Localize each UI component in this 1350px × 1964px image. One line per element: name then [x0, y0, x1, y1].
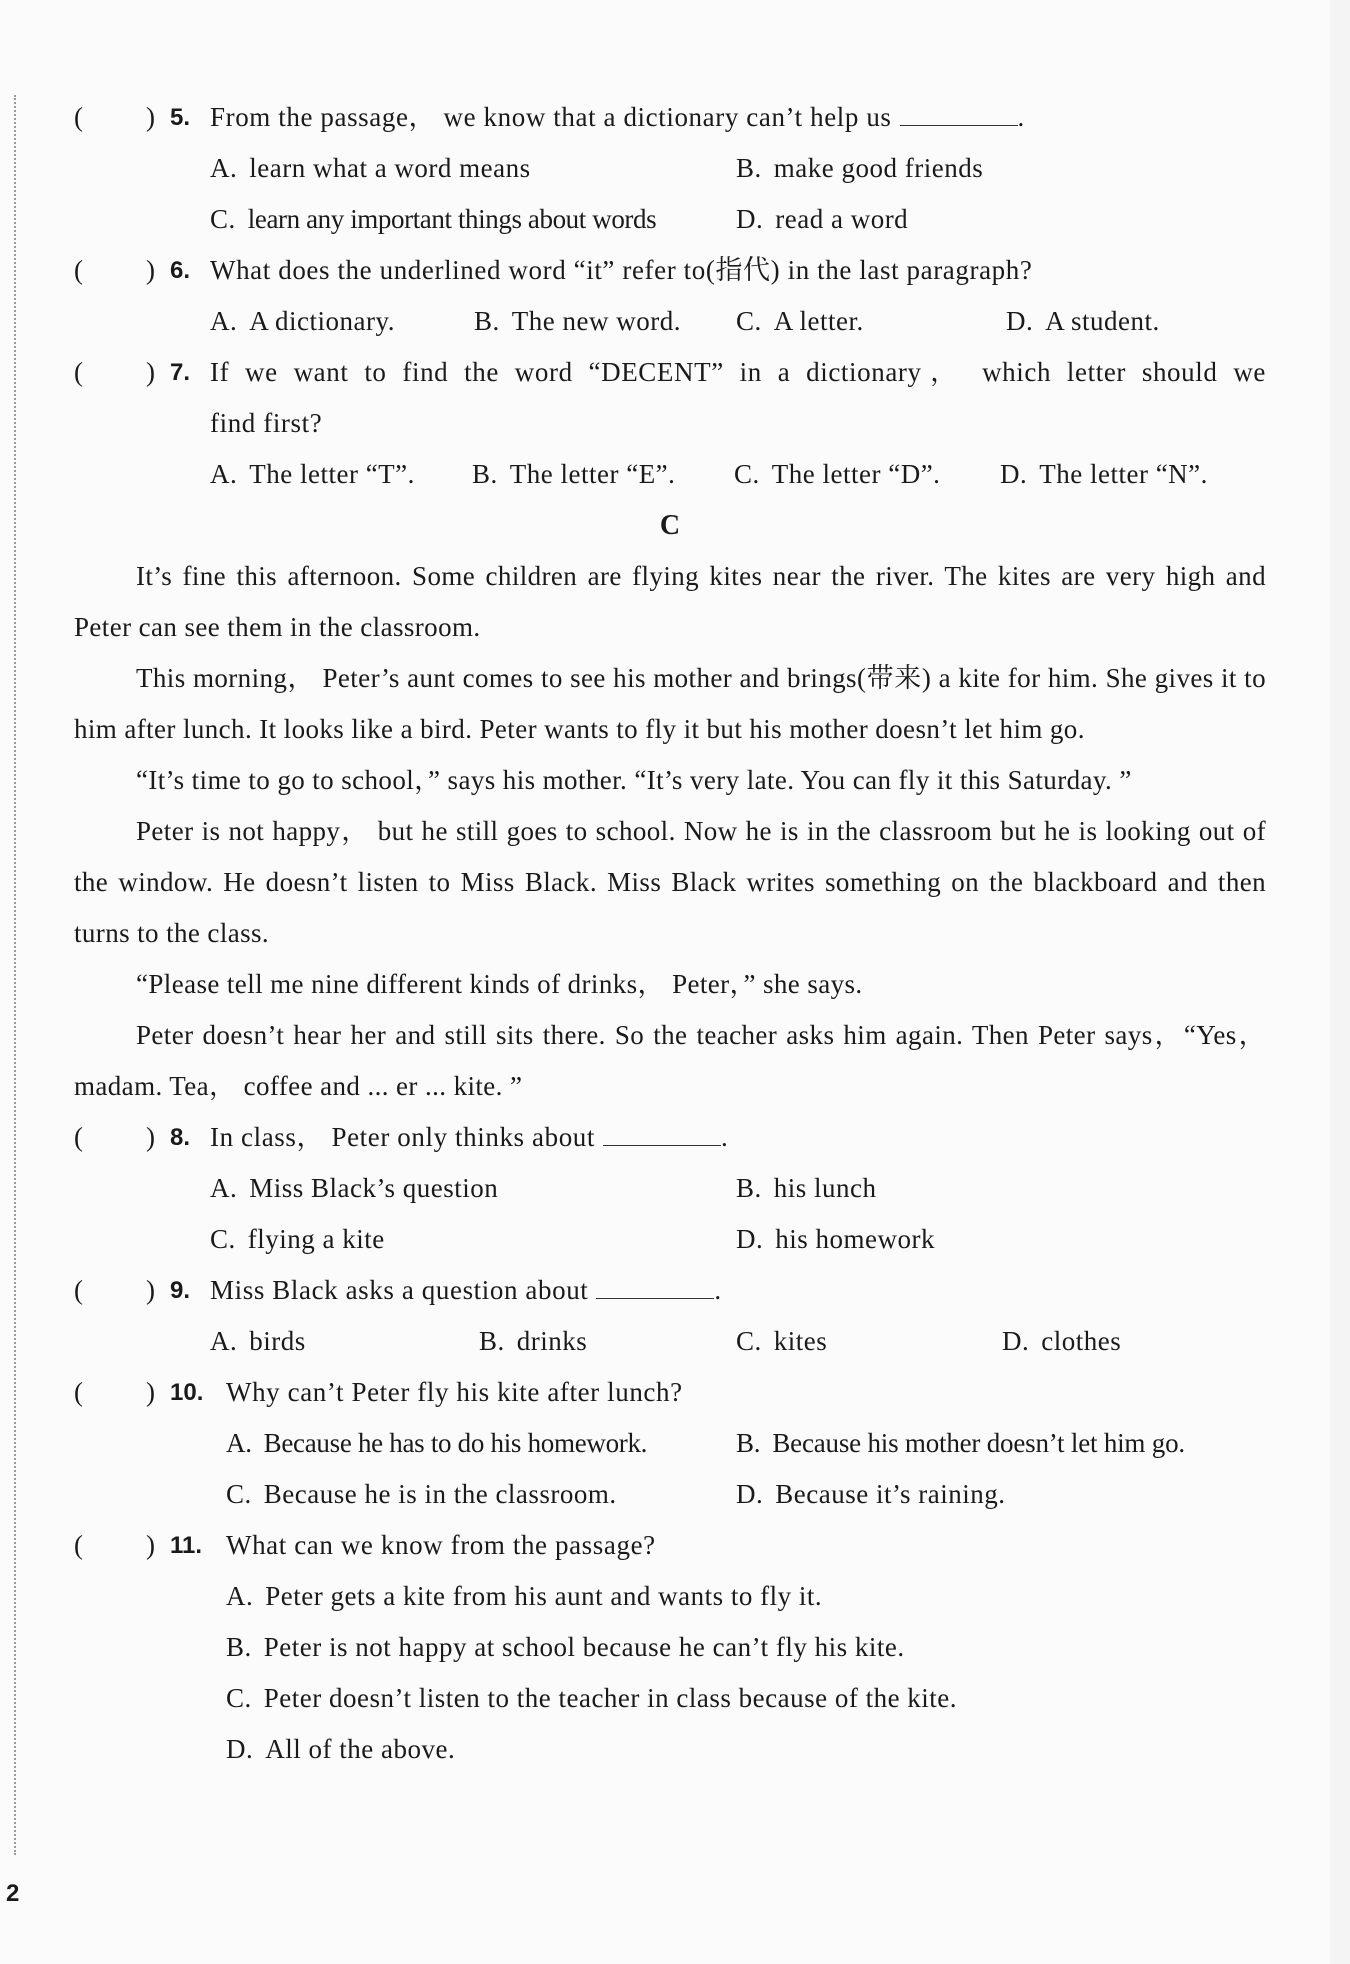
question-8 [74, 1112, 1266, 1163]
question-number: 10. [170, 1379, 204, 1406]
question-number: 7. [170, 359, 191, 386]
answer-paren-open[interactable]: ( [74, 1377, 83, 1407]
answer-blank[interactable] [900, 95, 1018, 126]
answer-paren-close: ) [146, 1377, 155, 1407]
option-d[interactable]: D. The letter “N”. [1000, 459, 1208, 489]
option-d[interactable]: D. his homework [736, 1224, 935, 1254]
answer-paren-close: ) [146, 1530, 155, 1560]
answer-paren-open[interactable]: ( [74, 1530, 83, 1560]
answer-paren-open[interactable]: ( [74, 1275, 83, 1305]
passage-paragraph-1: It’s fine this afternoon. Some children are flying kites near the river. The kites are very high and Peter can see them in the classroom. [74, 561, 1266, 642]
options-row [74, 1673, 1266, 1724]
question-number: 6. [170, 257, 191, 284]
passage-paragraph-5: “Please tell me nine different kinds of drinks， Peter，” she says. [136, 969, 863, 999]
option-d[interactable]: D. read a word [736, 204, 909, 234]
question-text: Miss Black asks a question about . [210, 1265, 722, 1316]
options-row [74, 1316, 1266, 1367]
answer-paren-close: ) [146, 1122, 155, 1152]
option-c[interactable]: C. The letter “D”. [734, 459, 941, 489]
answer-paren-close: ) [146, 357, 155, 387]
options-row [74, 1571, 1266, 1622]
option-d[interactable]: D. A student. [1006, 306, 1160, 336]
question-number: 9. [170, 1277, 191, 1304]
option-a[interactable]: A. A dictionary. [210, 306, 395, 336]
answer-paren-close: ) [146, 255, 155, 285]
passage-paragraph-3: “It’s time to go to school，” says his mother. “It’s very late. You can fly it this Saturday. ” [136, 765, 1132, 795]
option-c[interactable]: C. kites [736, 1326, 828, 1356]
option-d[interactable]: D. All of the above. [226, 1734, 456, 1764]
question-text: Why can’t Peter fly his kite after lunch? [226, 1377, 683, 1407]
option-d[interactable]: D. Because it’s raining. [736, 1479, 1006, 1509]
options-row [74, 296, 1266, 347]
option-a[interactable]: A. The letter “T”. [210, 459, 415, 489]
answer-paren-close: ) [146, 102, 155, 132]
option-b[interactable]: B. Because his mother doesn’t let him go. [736, 1428, 1185, 1458]
options-row [74, 1214, 1266, 1265]
option-a[interactable]: A. learn what a word means [210, 153, 531, 183]
answer-paren-close: ) [146, 1275, 155, 1305]
option-c[interactable]: C. A letter. [736, 306, 864, 336]
question-number: 11. [170, 1532, 203, 1559]
options-row [74, 194, 1266, 245]
options-row [74, 1163, 1266, 1214]
passage-paragraph-6: Peter doesn’t hear her and still sits there. So the teacher asks him again. Then Peter says，“Yes， madam. Tea， coffee and ... er ... kite. ” [74, 1020, 1266, 1101]
question-number: 8. [170, 1124, 191, 1151]
option-c[interactable]: C. Because he is in the classroom. [226, 1479, 617, 1509]
question-text: In class， Peter only thinks about . [210, 1112, 728, 1163]
option-a[interactable]: A. Peter gets a kite from his aunt and wants to fly it. [226, 1581, 823, 1611]
question-5 [74, 92, 1266, 143]
binding-dotted-line [14, 95, 16, 1855]
question-text: From the passage， we know that a dictionary can’t help us . [210, 92, 1025, 143]
question-9 [74, 1265, 1266, 1316]
section-title: C [659, 510, 681, 541]
option-c[interactable]: C. flying a kite [210, 1224, 385, 1254]
passage-paragraph-4: Peter is not happy， but he still goes to school. Now he is in the classroom but he is looking out of the window. He doesn’t listen to Miss Black. Miss Black writes something on the blackboard and then turns to the class. [74, 816, 1266, 948]
question-text: What can we know from the passage? [226, 1530, 656, 1560]
option-a[interactable]: A. birds [210, 1326, 306, 1356]
option-c[interactable]: C. learn any important things about words [210, 204, 657, 234]
option-b[interactable]: B. The letter “E”. [472, 459, 676, 489]
question-7 [74, 347, 1266, 398]
options-row [74, 1418, 1266, 1469]
page-number: 2 [6, 1880, 20, 1907]
passage-paragraph-2: This morning， Peter’s aunt comes to see his mother and brings(带来) a kite for him. She gives it to him after lunch. It looks like a bird. Peter wants to fly it but his mother doesn’t let him go. [74, 663, 1266, 744]
option-c[interactable]: C. Peter doesn’t listen to the teacher in class because of the kite. [226, 1683, 958, 1713]
options-row [74, 1724, 1266, 1775]
options-row [74, 1622, 1266, 1673]
question-11 [74, 1520, 1266, 1571]
question-6 [74, 245, 1266, 296]
answer-blank[interactable] [603, 1115, 721, 1146]
option-a[interactable]: A. Because he has to do his homework. [226, 1428, 648, 1458]
question-7-continued [74, 398, 1266, 449]
option-d[interactable]: D. clothes [1002, 1326, 1122, 1356]
option-b[interactable]: B. The new word. [474, 306, 681, 336]
option-b[interactable]: B. make good friends [736, 153, 984, 183]
options-row [74, 449, 1266, 500]
question-text: If we want to find the word “DECENT” in a dictionary， which letter should we [210, 357, 1266, 387]
question-text: What does the underlined word “it” refer to(指代) in the last paragraph? [210, 255, 1033, 285]
option-b[interactable]: B. drinks [479, 1326, 588, 1356]
page-content [74, 92, 1266, 1775]
answer-paren-open[interactable]: ( [74, 102, 83, 132]
option-b[interactable]: B. his lunch [736, 1173, 877, 1203]
answer-paren-open[interactable]: ( [74, 357, 83, 387]
options-row [74, 143, 1266, 194]
answer-paren-open[interactable]: ( [74, 255, 83, 285]
question-number: 5. [170, 104, 191, 131]
option-b[interactable]: B. Peter is not happy at school because he can’t fly his kite. [226, 1632, 905, 1662]
question-text-continued: find first? [210, 408, 323, 438]
question-10 [74, 1367, 1266, 1418]
answer-paren-open[interactable]: ( [74, 1122, 83, 1152]
options-row [74, 1469, 1266, 1520]
answer-blank[interactable] [596, 1268, 714, 1299]
option-a[interactable]: A. Miss Black’s question [210, 1173, 499, 1203]
